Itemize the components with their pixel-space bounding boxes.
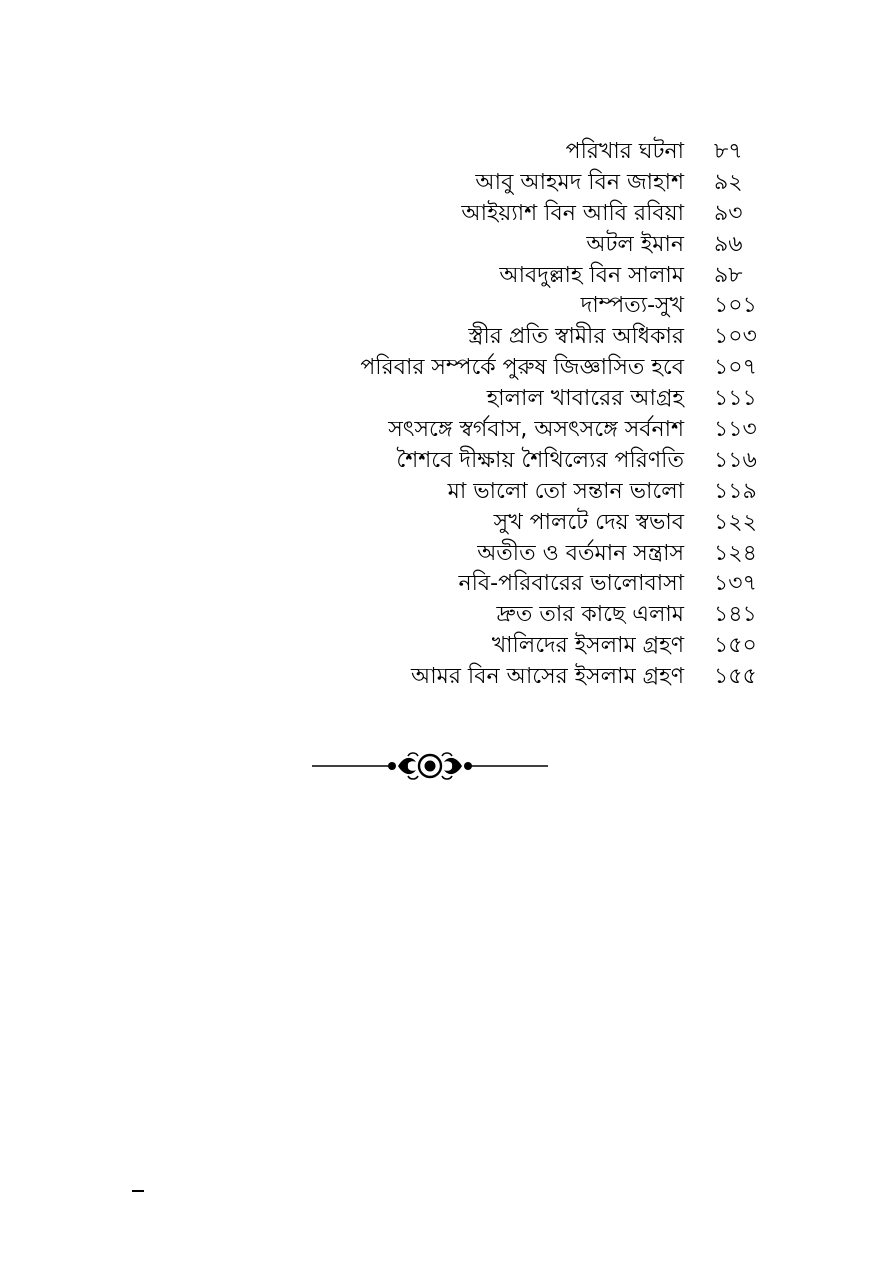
toc-entry-page: ১০৩ xyxy=(714,324,757,350)
toc-entry[interactable] xyxy=(0,508,870,539)
toc-entry[interactable] xyxy=(0,569,870,600)
toc-entry-page: ৯৩ xyxy=(714,200,743,226)
toc-entry-title: আবু আহমদ বিন জাহাশ xyxy=(475,169,684,195)
toc-entry-page: ১২২ xyxy=(714,509,757,535)
toc-entry[interactable] xyxy=(0,662,870,693)
toc-entry[interactable] xyxy=(0,600,870,631)
toc-entry[interactable] xyxy=(0,168,870,199)
toc-entry-title: আইয়্যাশ বিন আবি রবিয়া xyxy=(461,200,684,226)
toc-entry[interactable] xyxy=(0,631,870,662)
toc-entry[interactable] xyxy=(0,322,870,353)
toc-entry-page: ১৫৫ xyxy=(714,664,757,690)
toc-entry-title: দাম্পত্য-সুখ xyxy=(580,293,684,319)
toc-entry-page: ১১৩ xyxy=(714,417,757,443)
toc-entry-title: মা ভালো তো সন্তান ভালো xyxy=(447,478,684,504)
toc-entry-title: খালিদের ইসলাম গ্রহণ xyxy=(491,633,684,659)
toc-entry-page: ১১১ xyxy=(714,386,757,412)
toc-entry[interactable] xyxy=(0,199,870,230)
toc-entry-title: আবদুল্লাহ বিন সালাম xyxy=(499,262,684,288)
toc-entry-title: শৈশবে দীক্ষায় শৈথিল্যের পরিণতি xyxy=(396,447,684,473)
toc-entry-page: ১১৬ xyxy=(714,447,757,473)
toc-entry-page: ১৩৭ xyxy=(714,571,757,597)
toc-entry-page: ৯২ xyxy=(714,169,743,195)
toc-entry[interactable] xyxy=(0,446,870,477)
toc-entry[interactable] xyxy=(0,415,870,446)
toc-entry[interactable] xyxy=(0,477,870,508)
toc-entry-page: ৯৮ xyxy=(714,262,743,288)
toc-entry-page: ১৪১ xyxy=(714,602,757,628)
toc-entry-page: ১১৯ xyxy=(714,478,757,504)
toc-entry-title: সৎসঙ্গে স্বর্গবাস, অসৎসঙ্গে সর্বনাশ xyxy=(388,417,684,443)
toc-entry[interactable] xyxy=(0,384,870,415)
toc-entry[interactable] xyxy=(0,137,870,168)
toc-entry[interactable] xyxy=(0,261,870,292)
toc-entry-page: ১০৭ xyxy=(714,355,757,381)
table-of-contents xyxy=(0,137,870,693)
toc-entry-page: ১৫০ xyxy=(714,633,757,659)
page-mark xyxy=(132,1190,144,1192)
toc-entry-title: আমর বিন আসের ইসলাম গ্রহণ xyxy=(410,664,684,690)
toc-entry-title: দ্রুত তার কাছে এলাম xyxy=(496,602,684,628)
toc-entry-page: ৯৬ xyxy=(714,231,743,257)
toc-entry[interactable] xyxy=(0,291,870,322)
toc-entry-page: ১০১ xyxy=(714,293,757,319)
toc-entry[interactable] xyxy=(0,353,870,384)
toc-entry[interactable] xyxy=(0,539,870,570)
toc-entry-page: ৮৭ xyxy=(714,139,743,164)
toc-entry-title: অটল ইমান xyxy=(586,231,684,257)
floral-divider-icon xyxy=(312,748,548,784)
toc-entry-page: ১২৪ xyxy=(714,540,757,566)
toc-entry-title: নবি-পরিবারের ভালোবাসা xyxy=(458,571,684,597)
toc-entry-title: স্ত্রীর প্রতি স্বামীর অধিকার xyxy=(468,324,684,350)
toc-entry-title: হালাল খাবারের আগ্রহ xyxy=(486,386,684,412)
toc-entry-title: সুখ পালটে দেয় স্বভাব xyxy=(493,509,684,535)
toc-entry[interactable] xyxy=(0,230,870,261)
toc-entry-title: পরিবার সম্পর্কে পুরুষ জিজ্ঞাসিত হবে xyxy=(360,355,684,381)
toc-entry-title: পরিখার ঘটনা xyxy=(565,139,684,164)
toc-entry-title: অতীত ও বর্তমান সন্ত্রাস xyxy=(477,540,684,566)
